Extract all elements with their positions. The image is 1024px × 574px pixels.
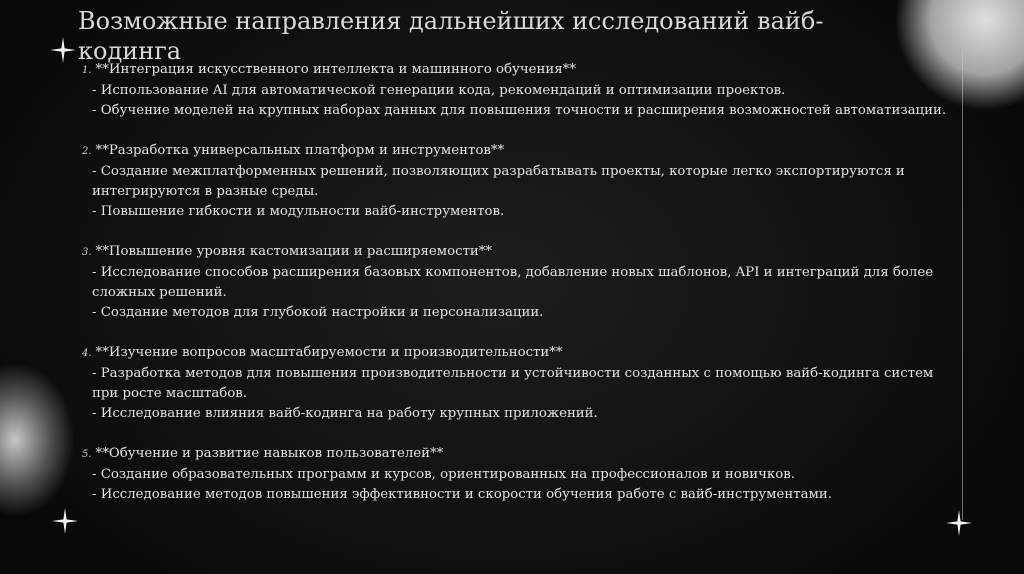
item-heading: **Изучение вопросов масштабируемости и производительности**: [95, 345, 563, 360]
item-number: 1.: [82, 65, 92, 76]
item-number: 4.: [82, 348, 92, 359]
item-detail: - Разработка методов для повышения производительности и устойчивости созданных с помощью вайб-кодинга систем при росте масштабов.: [92, 366, 934, 401]
item-detail: - Повышение гибкости и модульности вайб-инструментов.: [92, 204, 505, 219]
item-detail: - Создание методов для глубокой настройки и персонализации.: [92, 305, 544, 320]
item-detail: - Исследование влияния вайб-кодинга на работу крупных приложений.: [92, 406, 598, 421]
sparkle-icon: [52, 508, 78, 534]
item-number: 3.: [82, 247, 92, 258]
item-detail: - Обучение моделей на крупных наборах данных для повышения точности и расширения возможностей автоматизации.: [92, 103, 947, 118]
list-item: [82, 141, 962, 222]
item-detail: - Исследование методов повышения эффективности и скорости обучения работе с вайб-инструментами.: [92, 487, 832, 502]
item-detail: - Исследование способов расширения базовых компонентов, добавление новых шаблонов, API и интеграций для более сложных решений.: [92, 265, 934, 300]
item-number: 2.: [82, 146, 92, 157]
list-item: [82, 444, 962, 505]
item-heading: **Интеграция искусственного интеллекта и машинного обучения**: [95, 62, 576, 77]
list-item: [82, 242, 962, 323]
decorative-vertical-line: [962, 50, 963, 520]
item-heading: **Повышение уровня кастомизации и расширяемости**: [95, 244, 493, 259]
slide-title: Возможные направления дальнейших исследований вайб-кодинга: [78, 7, 824, 65]
list-item: [82, 343, 962, 424]
item-heading: **Обучение и развитие навыков пользователей**: [95, 446, 444, 461]
research-directions-list: [82, 60, 962, 525]
item-heading: **Разработка универсальных платформ и инструментов**: [95, 143, 505, 158]
sparkle-icon: [50, 37, 76, 63]
item-detail: - Создание образовательных программ и курсов, ориентированных на профессионалов и новичков.: [92, 467, 795, 482]
item-detail: - Использование AI для автоматической генерации кода, рекомендаций и оптимизации проектов.: [92, 83, 786, 98]
item-detail: - Создание межплатформенных решений, позволяющих разрабатывать проекты, которые легко экспортируются и интегрируются в разные среды.: [92, 164, 905, 199]
item-number: 5.: [82, 449, 92, 460]
list-item: [82, 60, 962, 121]
